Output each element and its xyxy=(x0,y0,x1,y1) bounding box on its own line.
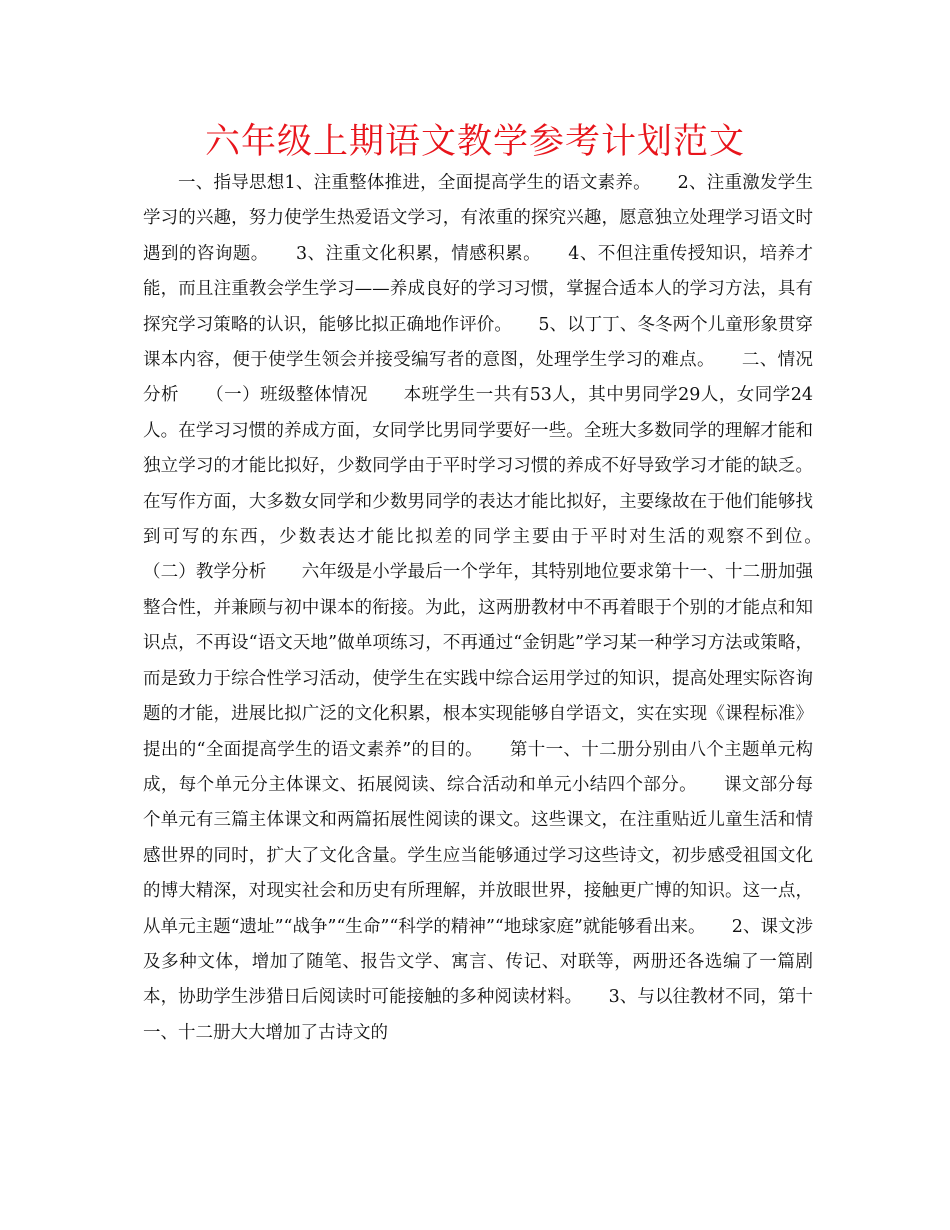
document-title: 六年级上期语文教学参考计划范文 xyxy=(204,122,745,162)
document-body: 一、指导思想1、注重整体推进，全面提高学生的语文素养。 2、注重激发学生学习的兴趣，努力使学生热爱语文学习，有浓重的探究兴趣，愿意独立处理学习语文时遇到的咨询题。 3、注重文化积累，情感积累。 4、不但注重传授知识，培养才能，而且注重教会学生学习——养成良好的学习习惯，掌握合适本人的学习方法，具有探究学习策略的认识，能够比拟正确地作评价。 5、以丁丁、冬冬两个儿童形象贯穿课本内容，便于使学生领会并接受编写者的意图，处理学生学习的难点。 二、情况分析 （一）班级整体情况 本班学生一共有53人，其中男同学29人，女同学24人。在学习习惯的养成方面，女同学比男同学要好一些。全班大多数同学的理解才能和独立学习的才能比拟好，少数同学由于平时学习习惯的养成不好导致学习才能的缺乏。在写作方面，大多数女同学和少数男同学的表达才能比拟好，主要缘故在于他们能够找到可写的东西，少数表达才能比拟差的同学主要由于平时对生活的观察不到位。 （二）教学分析 六年级是小学最后一个学年，其特别地位要求第十一、十二册加强整合性，并兼顾与初中课本的衔接。为此，这两册教材中不再着眼于个别的才能点和知识点，不再设“语文天地”做单项练习，不再通过“金钥匙”学习某一种学习方法或策略，而是致力于综合性学习活动，使学生在实践中综合运用学过的知识，提高处理实际咨询题的才能，进展比拟广泛的文化积累，根本实现能够自学语文，实在实现《课程标准》提出的“全面提高学生的语文素养”的目的。 第十一、十二册分别由八个主题单元构成，每个单元分主体课文、拓展阅读、综合活动和单元小结四个部分。 课文部分每个单元有三篇主体课文和两篇拓展性阅读的课文。这些课文，在注重贴近儿童生活和情感世界的同时，扩大了文化含量。学生应当能够通过学习这些诗文，初步感受祖国文化的博大精深，对现实社会和历史有所理解，并放眼世界，接触更广博的知识。这一点，从单元主题“遗址”“战争”“生命”“科学的精神”“地球家庭”就能够看出来。 2、课文涉及多种文体，增加了随笔、报告文学、寓言、传记、对联等，两册还各选编了一篇剧本，协助学生涉猎日后阅读时可能接触的多种阅读材料。 3、与以往教材不同，第十一、十二册大大增加了古诗文的 xyxy=(143,173,848,1043)
